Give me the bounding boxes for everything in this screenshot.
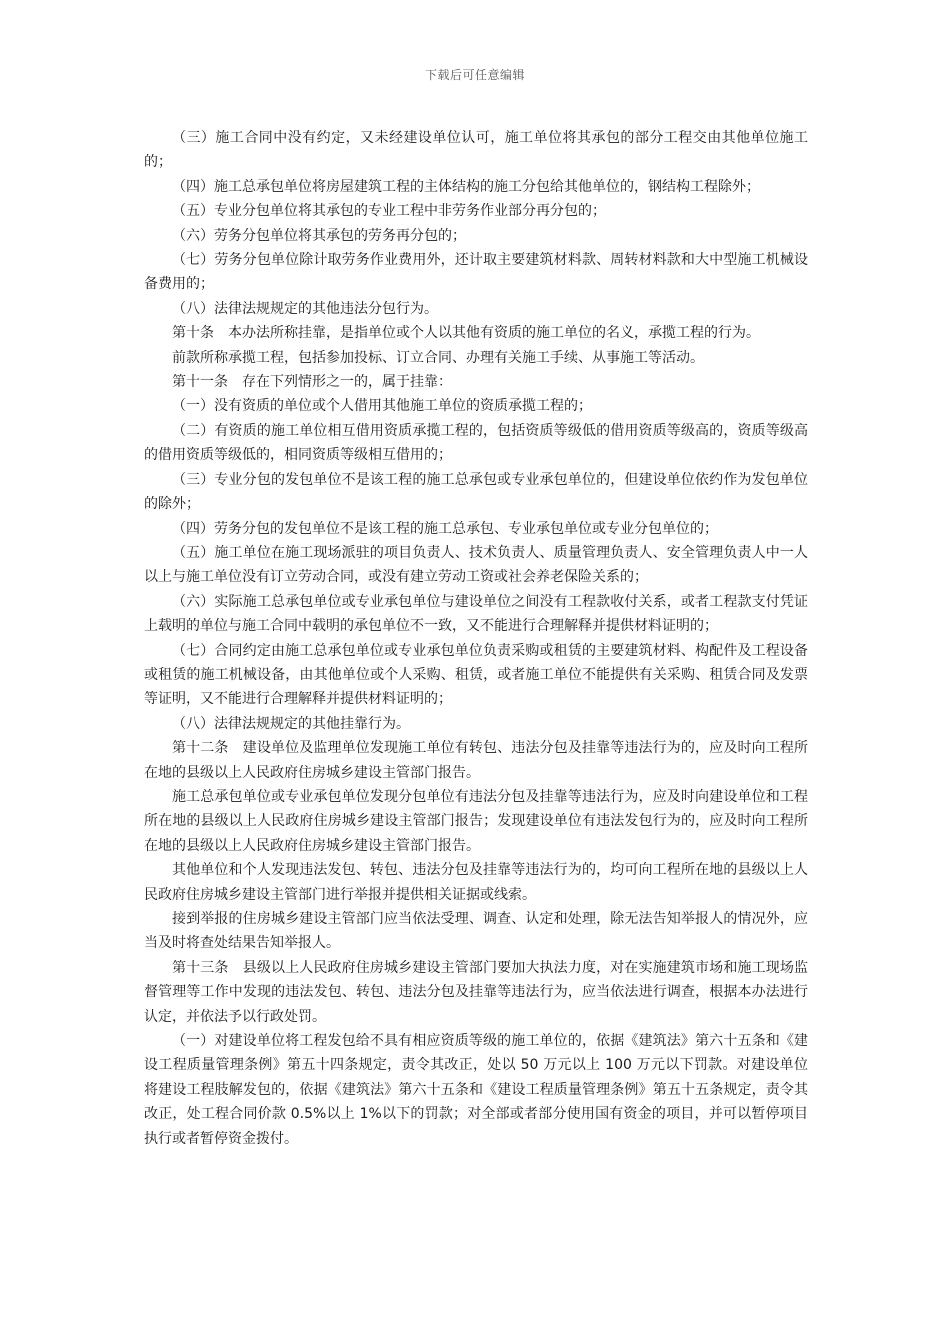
paragraph: （六）劳务分包单位将其承包的劳务再分包的； bbox=[172, 227, 466, 244]
paragraph: （一）没有资质的单位或个人借用其他施工单位的资质承揽工程的； bbox=[172, 398, 592, 415]
paragraph: （五）施工单位在施工现场派驻的项目负责人、技术负责人、质量管理负责人、安全管理负责人中一人以上与施工单位没有订立劳动合同，或没有建立劳动工资或社会养老保险关系的； bbox=[144, 544, 808, 586]
paragraph: （三）专业分包的发包单位不是该工程的施工总承包或专业承包单位的，但建设单位依约作为发包单位的除外； bbox=[144, 471, 808, 513]
paragraph: （二）有资质的施工单位相互借用资质承揽工程的，包括资质等级低的借用资质等级高的，资质等级高的借用资质等级低的，相同资质等级相互借用的； bbox=[144, 422, 808, 464]
paragraph: 接到举报的住房城乡建设主管部门应当依法受理、调查、认定和处理，除无法告知举报人的情况外，应当及时将查处结果告知举报人。 bbox=[144, 911, 808, 952]
paragraph: （七）合同约定由施工总承包单位或专业承包单位负责采购或租赁的主要建筑材料、构配件及工程设备或租赁的施工机械设备，由其他单位或个人采购、租赁，或者施工单位不能提供有关采购、租赁合同及发票等证明，又不能进行合理解释并提供材料证明的； bbox=[144, 642, 808, 708]
article-paragraph: 第十条 本办法所称挂靠，是指单位或个人以其他有资质的施工单位的名义，承揽工程的行为。 bbox=[172, 325, 760, 342]
paragraph: 前款所称承揽工程，包括参加投标、订立合同、办理有关施工手续、从事施工等活动。 bbox=[172, 349, 704, 366]
paragraph: （七）劳务分包单位除计取劳务作业费用外，还计取主要建筑材料款、周转材料款和大中型施工机械设备费用的； bbox=[144, 252, 808, 293]
paragraph: （六）实际施工总承包单位或专业承包单位与建设单位之间没有工程款收付关系，或者工程款支付凭证上载明的单位与施工合同中载明的承包单位不一致，又不能进行合理解释并提供材料证明的； bbox=[144, 593, 808, 635]
paragraph: （四）劳务分包的发包单位不是该工程的施工总承包、专业承包单位或专业分包单位的； bbox=[172, 520, 718, 537]
article-paragraph: 第十一条 存在下列情形之一的，属于挂靠： bbox=[172, 374, 452, 391]
paragraph: （五）专业分包单位将其承包的专业工程中非劳务作业部分再分包的； bbox=[172, 203, 606, 220]
paragraph: 其他单位和个人发现违法发包、转包、违法分包及挂靠等违法行为的，均可向工程所在地的县级以上人民政府住房城乡建设主管部门进行举报并提供相关证据或线索。 bbox=[144, 862, 808, 903]
page-header: 下载后可任意编辑 bbox=[424, 68, 525, 82]
document-body bbox=[144, 126, 808, 1151]
article-paragraph: 第十二条 建设单位及监理单位发现施工单位有转包、违法分包及挂靠等违法行为的，应及时向工程所在地的县级以上人民政府住房城乡建设主管部门报告。 bbox=[144, 740, 808, 781]
paragraph: （八）法律法规规定的其他挂靠行为。 bbox=[172, 715, 410, 732]
paragraph: （一）对建设单位将工程发包给不具有相应资质等级的施工单位的，依据《建筑法》第六十五条和《建设工程质量管理条例》第五十四条规定，责令其改正，处以 50 万元以上 100 万元以下罚款。对建设单位将建设工程肢解发包的，依据《建筑法》第六十五条和《建设工程质量管理条例》第五十五条规定，责令其改正，处工程合同价款 0.5%以上 1%以下的罚款；对全部或者部分使用国有资金的项目，并可以暂停项目执行或者暂停资金拨付。 bbox=[144, 1033, 808, 1147]
paragraph: （八）法律法规规定的其他违法分包行为。 bbox=[172, 300, 438, 317]
paragraph: （三）施工合同中没有约定，又未经建设单位认可，施工单位将其承包的部分工程交由其他单位施工的； bbox=[144, 130, 808, 171]
paragraph: （四）施工总承包单位将房屋建筑工程的主体结构的施工分包给其他单位的，钢结构工程除外； bbox=[172, 178, 760, 195]
article-paragraph: 第十三条 县级以上人民政府住房城乡建设主管部门要加大执法力度，对在实施建筑市场和施工现场监督管理等工作中发现的违法发包、转包、违法分包及挂靠等违法行为，应当依法进行调查，根据本办法进行认定，并依法予以行政处罚。 bbox=[144, 959, 808, 1025]
paragraph: 施工总承包单位或专业承包单位发现分包单位有违法分包及挂靠等违法行为，应及时向建设单位和工程所在地的县级以上人民政府住房城乡建设主管部门报告；发现建设单位有违法发包行为的，应及时向工程所在地的县级以上人民政府住房城乡建设主管部门报告。 bbox=[144, 788, 808, 854]
